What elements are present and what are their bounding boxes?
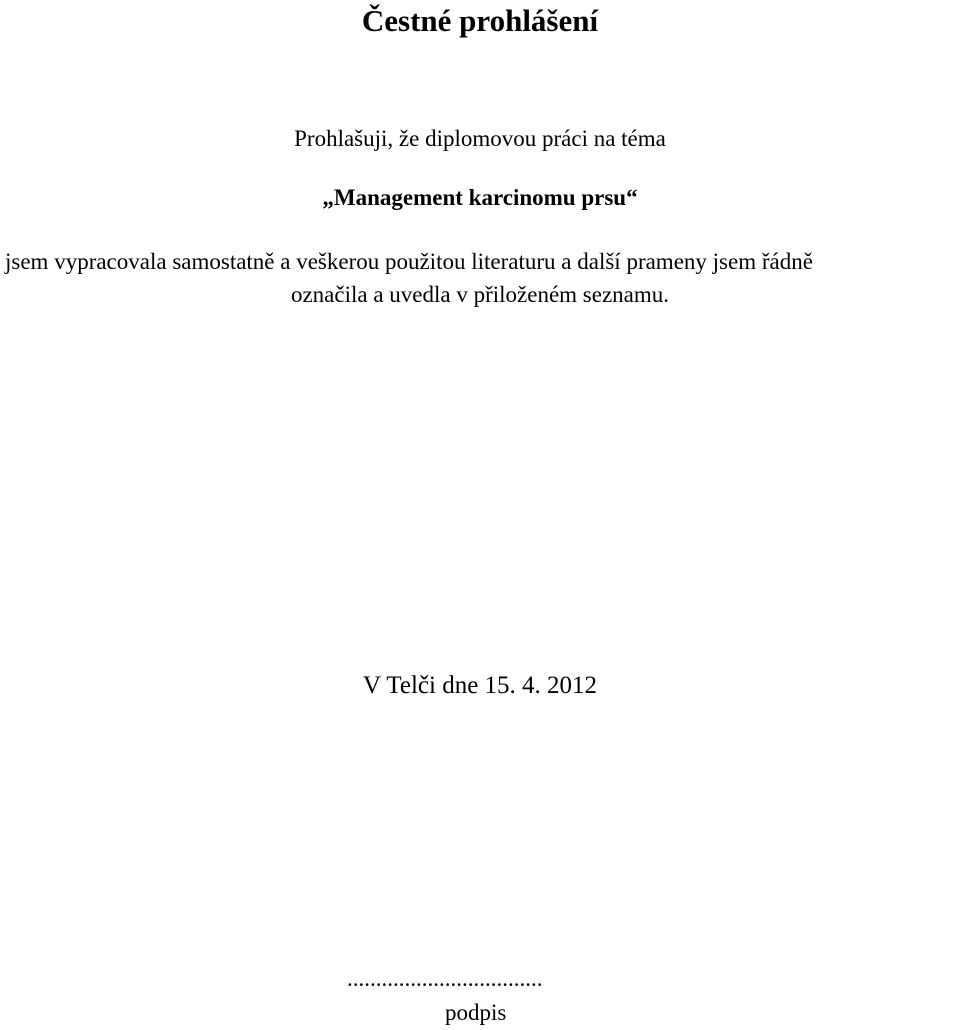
place-and-date: V Telči dne 15. 4. 2012: [362, 672, 598, 699]
declaration-body-line-2: označila a uvedla v přiloženém seznamu.: [290, 282, 670, 307]
declaration-intro: Prohlašuji, že diplomovou práci na téma: [294, 126, 666, 151]
signature-label: podpis: [445, 1000, 507, 1025]
declaration-body-line-1: jsem vypracovala samostatně a veškerou použitou literaturu a další prameny jsem řádně: [5, 249, 813, 274]
thesis-topic: „Management karcinomu prsu“: [322, 185, 638, 210]
signature-line: ..................................: [347, 966, 543, 991]
page-title: Čestné prohlášení: [361, 3, 599, 38]
